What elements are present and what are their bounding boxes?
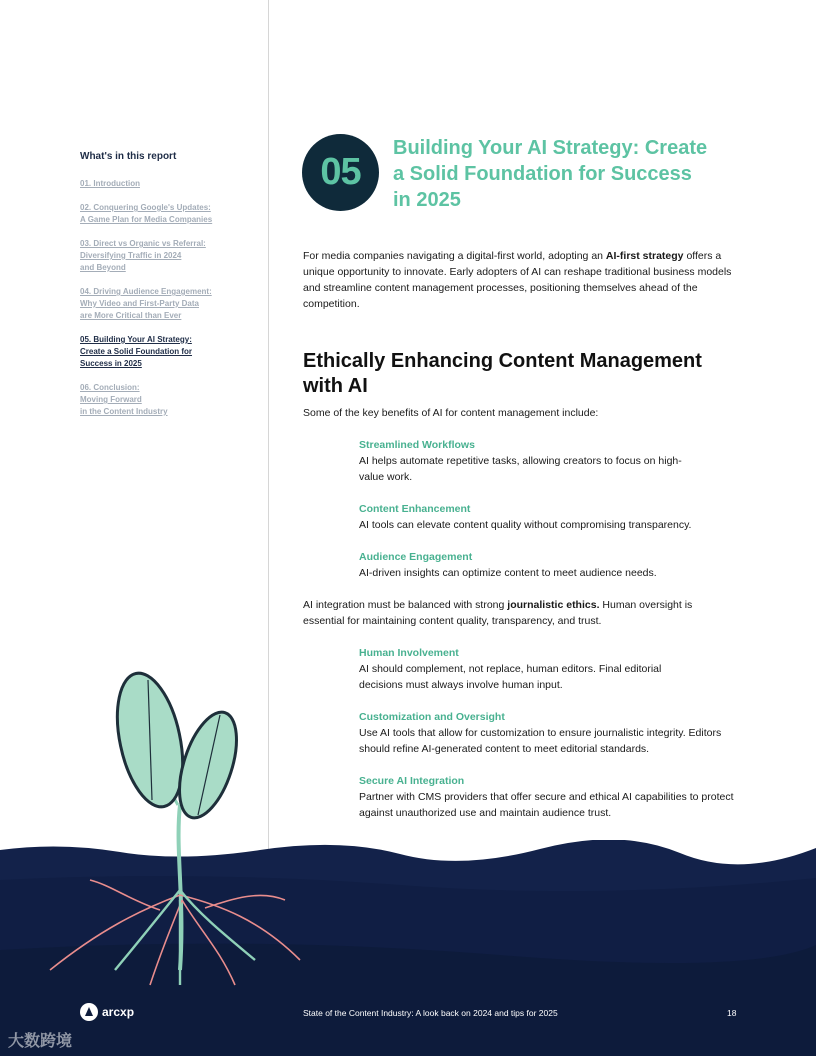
principle-title: Secure AI Integration	[359, 775, 465, 787]
benefit-body: AI helps automate repetitive tasks, allowing creators to focus on high-value work.	[359, 455, 682, 483]
toc-item-conclusion[interactable]: 06. Conclusion: Moving Forward in the Content Industry	[80, 383, 168, 416]
footer-title: State of the Content Industry: A look back on 2024 and tips for 2025	[303, 1008, 558, 1018]
toc-item-ai-strategy[interactable]: 05. Building Your AI Strategy: Create a Solid Foundation for Success in 2025	[80, 335, 193, 368]
toc-item-google-updates[interactable]: 02. Conquering Google's Updates: A Game Plan for Media Companies	[80, 203, 213, 224]
benefit-body: AI tools can elevate content quality without compromising transparency.	[359, 519, 692, 531]
principle-title: Customization and Oversight	[359, 711, 505, 723]
toc-item-traffic[interactable]: 03. Direct vs Organic vs Referral: Diversifying Traffic in 2024 and Beyond	[80, 239, 206, 272]
seedling-illustration	[20, 670, 320, 990]
watermark: 大数跨境	[8, 1033, 73, 1050]
principle-item	[359, 645, 749, 693]
table-of-contents	[80, 151, 250, 430]
section-number: 05	[320, 151, 361, 193]
intro-text-end: offers a unique opportunity to innovate. Early adopters of AI can reshape traditional business models and streamline content management processes, positioning themselves ahead of the competition.	[303, 250, 732, 310]
intro-text-start: For media companies navigating a digital-first world, adopting an	[303, 250, 606, 262]
toc-item-introduction[interactable]: 01. Introduction	[80, 179, 140, 188]
ethics-paragraph	[303, 597, 728, 629]
section-title: Building Your AI Strategy: Create a Solid Foundation for Success in 2025	[393, 137, 708, 211]
benefit-title: Streamlined Workflows	[359, 439, 475, 451]
benefit-body: AI-driven insights can optimize content to meet audience needs.	[359, 567, 657, 579]
ethics-bold: journalistic ethics.	[507, 599, 600, 611]
benefit-title: Audience Engagement	[359, 551, 473, 563]
sub-heading: Ethically Enhancing Content Management with AI	[303, 350, 702, 397]
benefit-title: Content Enhancement	[359, 503, 471, 515]
principle-item	[359, 709, 749, 757]
benefit-item	[359, 549, 749, 581]
section-number-badge	[302, 134, 379, 211]
ethics-text-start: AI integration must be balanced with strong	[303, 599, 508, 611]
principle-body: Use AI tools that allow for customization to ensure journalistic integrity. Editors should refine AI-generated content to meet editorial standards.	[359, 727, 722, 755]
intro-paragraph	[303, 248, 743, 312]
principle-title: Human Involvement	[359, 647, 459, 659]
benefit-item	[359, 437, 749, 485]
toc-item-audience-engagement[interactable]: 04. Driving Audience Engagement: Why Video and First-Party Data are More Critical than Ever	[80, 287, 212, 320]
benefit-item	[359, 501, 749, 533]
lead-paragraph: Some of the key benefits of AI for content management include:	[303, 407, 599, 419]
toc-heading: What's in this report	[80, 151, 177, 162]
principle-body: AI should complement, not replace, human editors. Final editorial decisions must always involve human input.	[359, 663, 662, 691]
intro-bold: AI-first strategy	[605, 250, 684, 262]
principle-item	[359, 773, 749, 821]
page-number: 18	[727, 1008, 737, 1018]
principle-body: Partner with CMS providers that offer secure and ethical AI capabilities to protect against unauthorized use and maintain audience trust.	[359, 791, 734, 819]
ethics-text-end: Human oversight is essential for maintaining content quality, transparency, and trust.	[303, 599, 693, 627]
arcxp-logo-mark	[80, 1003, 98, 1021]
arcxp-logo-text: arcxp	[102, 1005, 135, 1019]
arcxp-logo	[80, 1003, 134, 1021]
